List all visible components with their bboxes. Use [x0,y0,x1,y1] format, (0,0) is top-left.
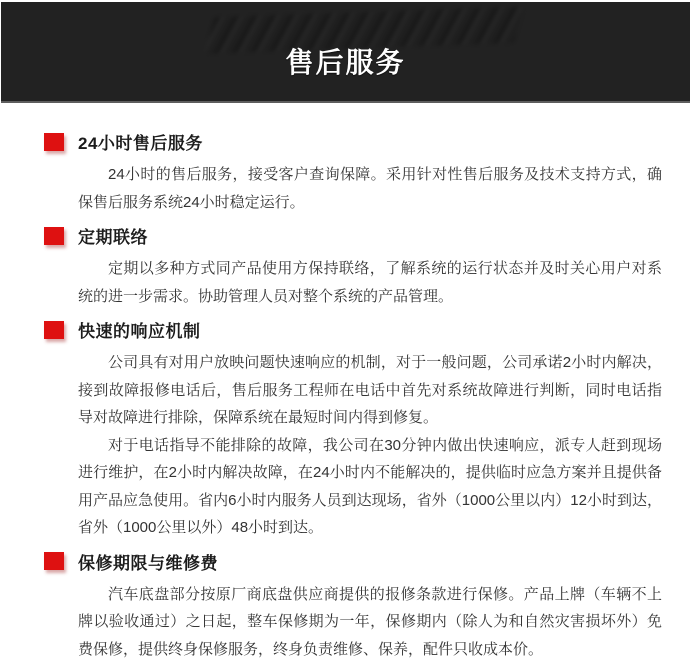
section-body [78,161,662,216]
paragraph: 定期以多种方式同产品使用方保持联络，了解系统的运行状态并及时关心用户对系统的进一步需求。协助管理人员对整个系统的产品管理。 [78,255,662,310]
section-warranty-fees [44,549,662,663]
section-rapid-response [44,317,662,542]
section-regular-contact [44,223,662,310]
section-body [78,255,662,310]
page-header [1,2,690,103]
red-square-bullet-icon [44,133,64,151]
section-heading-row [44,223,662,248]
section-heading: 保修期限与维修费 [78,549,218,574]
section-heading-row [44,549,662,574]
red-square-bullet-icon [44,552,64,570]
section-24h-service [44,129,662,216]
paragraph: 对于电话指导不能排除的故障，我公司在30分钟内做出快速响应，派专人赶到现场进行维护，在2小时内解决故障，在24小时内不能解决的，提供临时应急方案并且提供备用产品应急使用。省内6小时内服务人员到达现场，省外（1000公里以内）12小时到达，省外（1000公里以外）48小时到达。 [78,432,662,542]
section-body [78,349,662,542]
section-heading-row [44,317,662,342]
paragraph: 汽车底盘部分按原厂商底盘供应商提供的报修条款进行保修。产品上牌（车辆不上牌以验收通过）之日起，整车保修期为一年，保修期内（除人为和自然灾害损坏外）免费保修，提供终身保修服务，终身负责维修、保养，配件只收成本价。 [78,581,662,663]
section-heading: 快速的响应机制 [78,317,201,342]
paragraph: 24小时的售后服务，接受客户查询保障。采用针对性售后服务及技术支持方式，确保售后服务系统24小时稳定运行。 [78,161,662,216]
document-body [0,103,691,663]
red-square-bullet-icon [44,227,64,245]
page-title: 售后服务 [285,41,405,81]
paragraph: 公司具有对用户放映问题快速响应的机制，对于一般问题，公司承诺2小时内解决，接到故障报修电话后，售后服务工程师在电话中首先对系统故障进行判断，同时电话指导对故障进行排除，保障系统在最短时间内得到修复。 [78,349,662,432]
red-square-bullet-icon [44,321,64,339]
section-heading: 定期联络 [78,223,148,248]
section-heading-row [44,129,662,154]
section-body [78,581,662,663]
section-heading: 24小时售后服务 [78,129,203,154]
